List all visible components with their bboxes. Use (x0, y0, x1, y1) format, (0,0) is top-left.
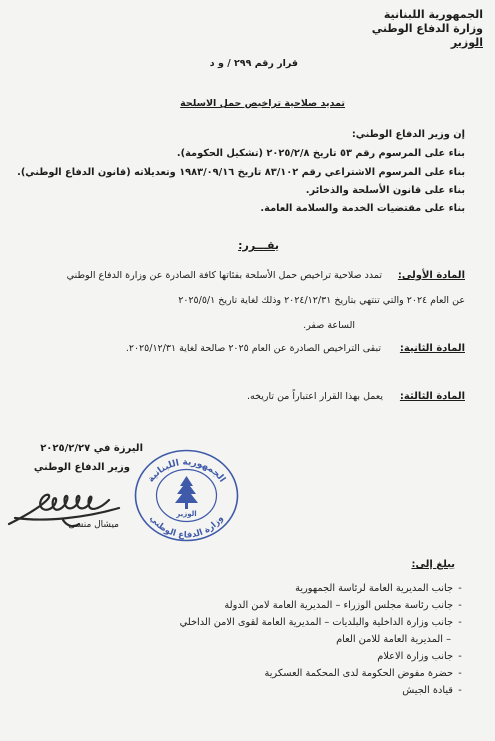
distribution-item (180, 682, 467, 699)
article-1-label: المادة الأولى: (397, 270, 465, 281)
distribution-item (180, 648, 467, 665)
signature-name: ميشال منسى (68, 520, 119, 530)
cedar-icon (175, 476, 198, 509)
distribution-item-text: – المديرية العامة للامن العام (336, 634, 451, 645)
stamp-top-text: الجمهورية اللبنانية (146, 457, 227, 485)
official-stamp (133, 448, 240, 543)
distribution-item (180, 631, 467, 648)
article-2-label: المادة الثانية: (399, 343, 465, 354)
article-3-label: المادة الثالثة: (399, 391, 465, 402)
distribution-item-text: جانب وزارة الداخلية والبلديات – المديرية العامة لقوى الامن الداخلي (179, 617, 453, 628)
decides-heading: يقـــرر: (238, 239, 279, 252)
article-1-line-2: عن العام ٢٠٢٤ والتي تنتهي بتاريخ ٢٠٢٤/١٢/٣١ وذلك لغاية تاريخ ٢٠٢٥/٥/١ (178, 295, 465, 306)
list-bullet: - (458, 651, 462, 662)
preamble-clause: بناء على المرسوم رقم ٥٣ تاريخ ٢٠٢٥/٢/٨ (تشكيل الحكومة). (176, 148, 465, 159)
preamble-clause: بناء على قانون الأسلحة والذخائر. (305, 185, 465, 196)
distribution-item (180, 597, 467, 614)
article-1-line-3: الساعة صفر. (303, 320, 355, 331)
signature-place-date: اليرزة في ٢٠٢٥/٢/٢٧ (40, 443, 143, 454)
decision-subject: تمديد صلاحية تراخيص حمل الاسلحة (180, 98, 345, 109)
distribution-item (180, 580, 467, 597)
stamp-center-text: الوزير (176, 510, 197, 518)
stamp-bottom-text: وزارة الدفاع الوطني (147, 513, 226, 541)
article-1-line-1: تمدد صلاحية تراخيص حمل الأسلحة بفئاتها كافة الصادرة عن وزارة الدفاع الوطني (66, 270, 382, 281)
distribution-item (180, 665, 467, 682)
decision-number: قرار رقم ٢٩٩ / و د (209, 58, 298, 69)
preamble-clause: بناء على مقتضيات الخدمة والسلامة العامة. (260, 203, 465, 214)
distribution-list (180, 580, 467, 699)
republic-name: الجمهورية اللبنانية (383, 8, 483, 21)
distribution-item-text: جانب المديرية العامة لرئاسة الجمهورية (295, 583, 453, 594)
ministry-name: وزارة الدفاع الوطني (371, 22, 483, 35)
article-2-text: تبقى التراخيص الصادرة عن العام ٢٠٢٥ صالحة لغاية ٢٠٢٥/١٢/٣١. (125, 343, 381, 354)
minister-heading: الوزير (450, 36, 483, 49)
preamble-intro: إن وزير الدفاع الوطني: (351, 129, 465, 140)
distribution-item-text: حضرة مفوض الحكومة لدى المحكمة العسكرية (264, 668, 453, 679)
distribution-title: يبلغ إلى: (411, 559, 455, 570)
list-bullet: - (458, 685, 462, 696)
article-3-text: يعمل بهذا القرار اعتباراً من تاريخه. (247, 391, 383, 402)
list-bullet: - (458, 600, 462, 611)
distribution-item (180, 614, 467, 631)
distribution-item-text: قيادة الجيش (402, 685, 453, 696)
handwritten-signature (5, 478, 123, 540)
list-bullet: - (458, 617, 462, 628)
distribution-item-text: جانب رئاسة مجلس الوزراء – المديرية العامة لامن الدولة (224, 600, 453, 611)
distribution-item-text: جانب وزارة الاعلام (377, 651, 453, 662)
list-bullet: - (458, 668, 462, 679)
list-bullet: - (458, 583, 462, 594)
letterhead (372, 8, 483, 50)
signature-title: وزير الدفاع الوطني (33, 462, 130, 473)
preamble-clause: بناء على المرسوم الاشتراعي رقم ٨٣/١٠٢ تاريخ ١٩٨٣/٠٩/١٦ وتعديلاته (قانون الدفاع الوطني). (17, 167, 465, 178)
